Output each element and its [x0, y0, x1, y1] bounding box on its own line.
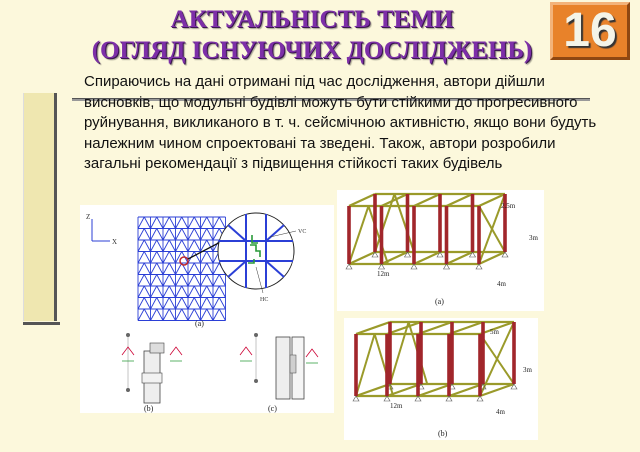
figure-top-right-svg	[337, 190, 544, 311]
dim-depth-b: 4m	[496, 408, 505, 416]
dim-depth: 4m	[497, 280, 506, 288]
slide-number: 16	[563, 4, 617, 57]
caption-top-right: (a)	[435, 297, 444, 306]
axis-icon	[92, 219, 110, 241]
dim-height: 3m	[529, 234, 538, 242]
slide-title	[62, 4, 562, 66]
column-detail-b	[122, 333, 182, 403]
column-detail-c	[240, 333, 318, 399]
dim-width: 2.5m	[501, 202, 516, 210]
caption-a: (a)	[195, 319, 204, 328]
slide-number-badge	[550, 2, 630, 60]
caption-b: (b)	[144, 404, 154, 413]
title-line-2: (ОГЛЯД ІСНУЮЧИХ ДОСЛІДЖЕНЬ)	[91, 37, 533, 64]
label-vc: VC	[298, 229, 307, 235]
dim-width-b: 5m	[490, 328, 499, 336]
caption-bottom-right: (b)	[438, 429, 448, 438]
label-hc: HC	[260, 297, 269, 303]
joint-detail	[218, 213, 294, 289]
decorative-side-bar	[23, 93, 57, 321]
figure-top-right	[337, 190, 544, 311]
title-line-1: АКТУАЛЬНІСТЬ ТЕМИ	[170, 6, 454, 33]
figure-bottom-right-svg	[344, 318, 538, 440]
figure-bottom-right	[344, 318, 538, 440]
modular-frame-a	[346, 194, 508, 269]
body-text: Спираючись на дані отримані під час дослідження, автори дійшли висновків, що модульні будівлі можуть бути стійкими до прогресивного руйнування, викликаного в т. ч. сейсмічною активністю, якщо вони будуть належним чином спроектовані та зведені. Також, автори розробили загальні рекомендації з підвищення стійкості таких будівель	[84, 73, 597, 172]
figure-left	[80, 205, 334, 413]
caption-c: (c)	[268, 404, 277, 413]
axis-z-label: Z	[86, 213, 91, 221]
dim-length: 12m	[377, 270, 390, 278]
dim-height-b: 3m	[523, 366, 532, 374]
frame-grid	[138, 217, 226, 321]
dim-length-b: 12m	[390, 402, 403, 410]
axis-x-label: X	[112, 238, 118, 246]
figure-left-svg	[80, 205, 334, 413]
